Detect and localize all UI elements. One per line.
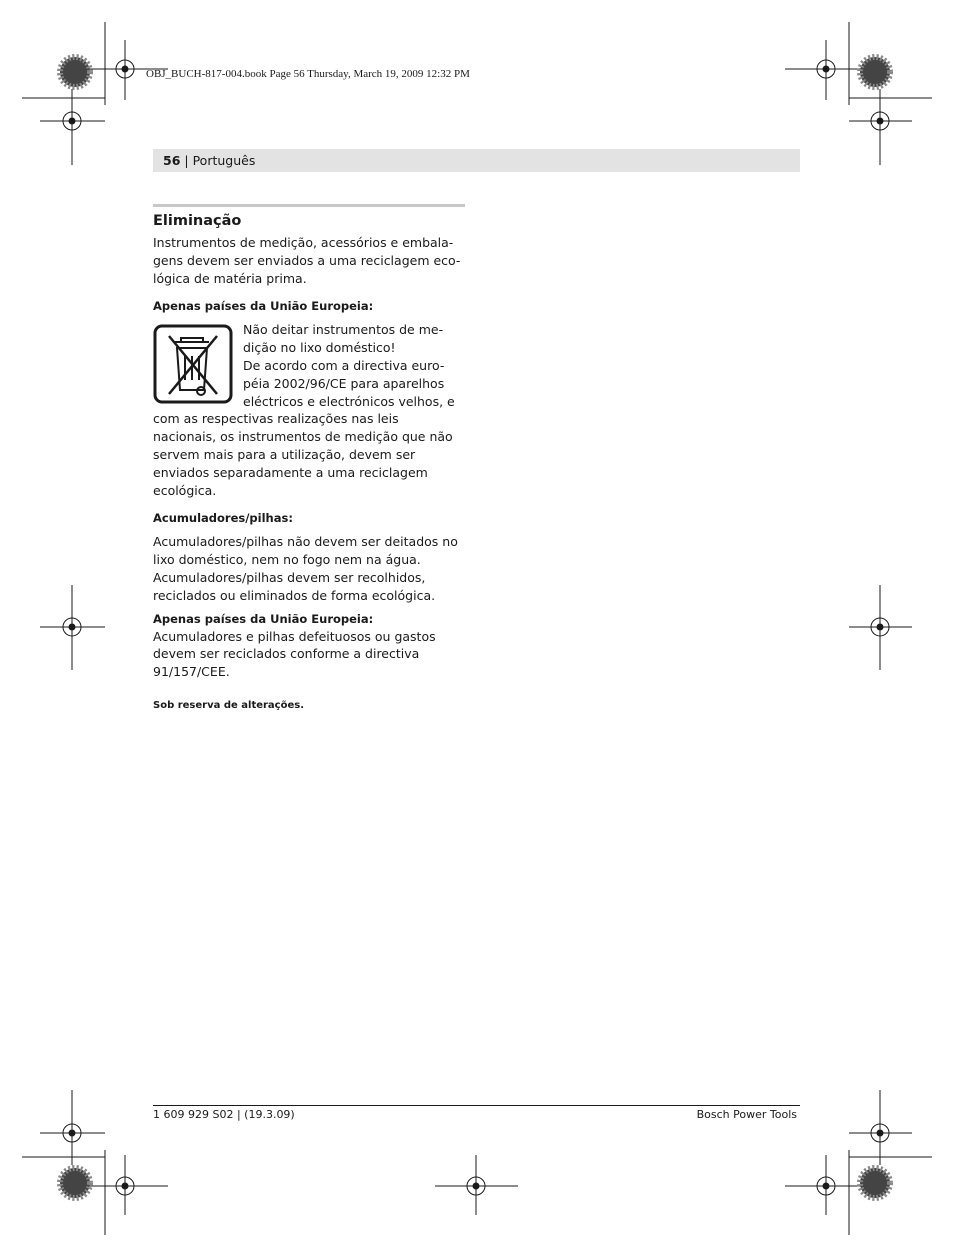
crossed-out-wheelie-bin-icon: [153, 324, 233, 406]
page-number: 56: [163, 153, 181, 168]
eu-text-1: Não deitar instrumentos de me-dição no lixo doméstico!: [243, 322, 444, 356]
eu-text-2: De acordo com a directiva euro-péia 2002/96/CE para aparelhos eléctricos e electrónicos velhos, e com as respectivas realizações nas leis nacionais, os instrumentos de medição que não servem mais para a utilização, devem ser enviados separadamente a uma reciclagem ecológica.: [153, 357, 455, 498]
footer-brand: Bosch Power Tools: [696, 1108, 797, 1121]
section-title: Eliminação: [153, 213, 242, 229]
intro-text: Instrumentos de medição, acessórios e embala-gens devem ser enviados a uma reciclagem eco-lógica de matéria prima.: [153, 235, 461, 286]
section-rule: [153, 204, 465, 207]
eu-text-3: Acumuladores e pilhas defeituosos ou gastos devem ser reciclados conforme a directiva 91/157/CEE.: [153, 628, 436, 680]
weee-block: [153, 321, 465, 499]
eu-heading-2: Apenas países da União Europeia:: [153, 611, 374, 626]
header-separator: |: [180, 153, 193, 168]
footer-rule: [153, 1105, 800, 1106]
batteries-heading: Acumuladores/pilhas:: [153, 511, 293, 526]
print-info: OBJ_BUCH-817-004.book Page 56 Thursday, March 19, 2009 12:32 PM: [146, 68, 470, 80]
disposal-section: [153, 204, 465, 713]
header-language: Português: [192, 153, 256, 168]
reserve-note: Sob reserva de alterações.: [153, 699, 305, 711]
page-header: [153, 149, 800, 172]
batteries-text: Acumuladores/pilhas não devem ser deitados no lixo doméstico, nem no fogo nem na água. Acumuladores/pilhas devem ser recolhidos, reciclados ou eliminados de forma ecológica.: [153, 534, 458, 603]
footer-doc-number: 1 609 929 S02 | (19.3.09): [153, 1108, 295, 1121]
eu-heading-1: Apenas países da União Europeia:: [153, 299, 374, 314]
